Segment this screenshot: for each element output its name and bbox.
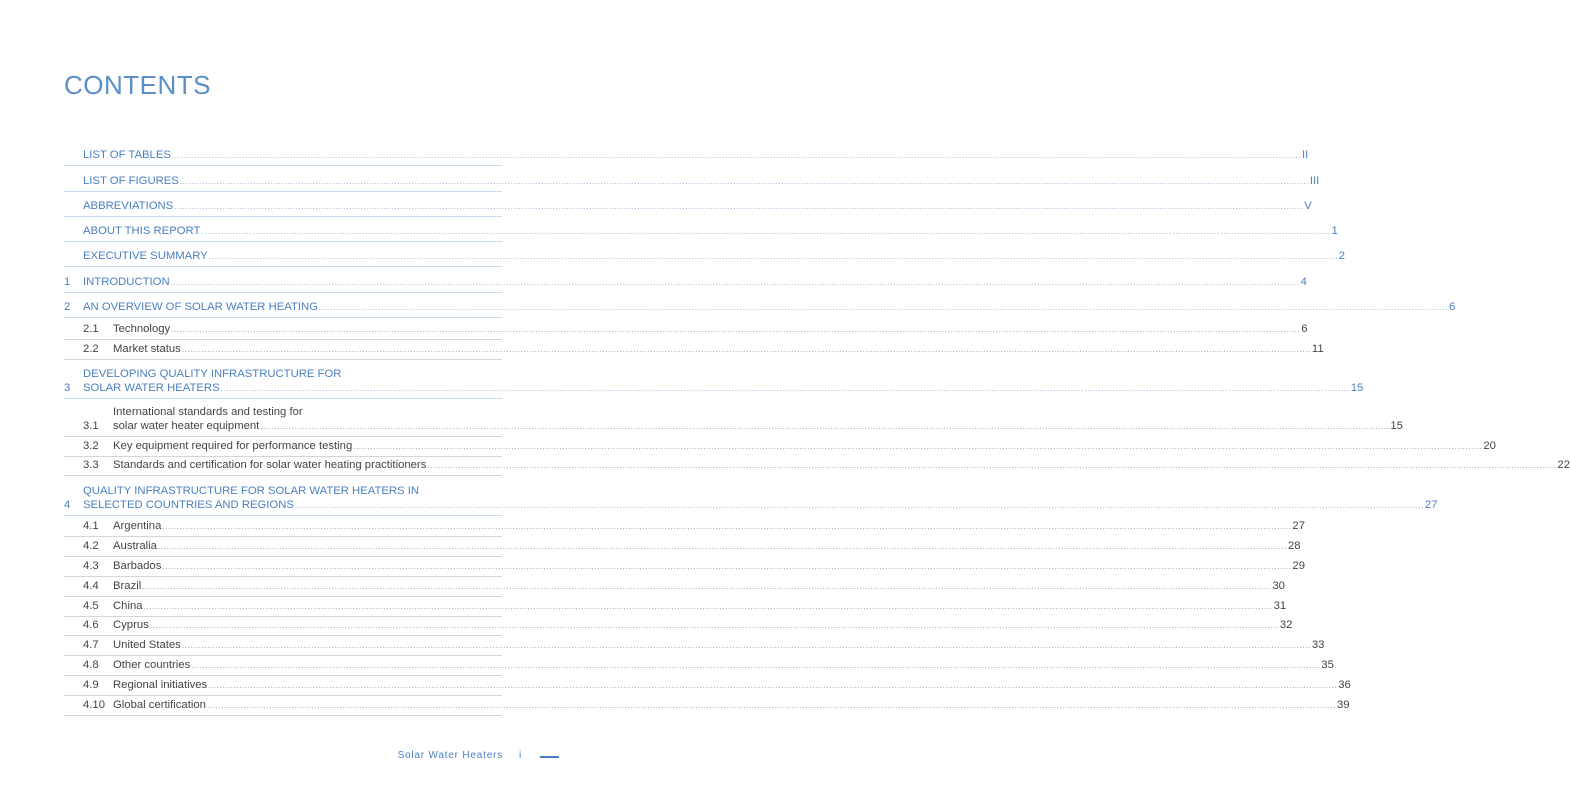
toc-leader-dots: ................................................................................................................................................................................................................................................................................................................................................................................................................	[179, 177, 1309, 186]
toc-entry-label: DEVELOPING QUALITY INFRASTRUCTURE FOR	[83, 368, 342, 380]
toc-entry-number: 4	[64, 499, 71, 511]
toc-entry[interactable]	[64, 298, 1456, 318]
toc-entry-page: 4	[1300, 276, 1307, 288]
toc-entry-page: 6	[1449, 301, 1456, 313]
toc-entry[interactable]	[64, 480, 1438, 516]
toc-leader-dots: ................................................................................................................................................................................................................................................................................................................................................................................................................	[162, 562, 1292, 571]
toc-entry-number: 4.9	[83, 679, 99, 691]
toc-entry-number: 4.5	[83, 600, 99, 612]
toc-entry[interactable]	[64, 340, 1324, 360]
toc-leader-dots: ................................................................................................................................................................................................................................................................................................................................................................................................................	[201, 227, 1331, 236]
toc-leader-dots: ................................................................................................................................................................................................................................................................................................................................................................................................................	[208, 681, 1338, 690]
toc-leader-dots: ................................................................................................................................................................................................................................................................................................................................................................................................................	[171, 325, 1301, 334]
toc-entry-page: 39	[1337, 699, 1350, 711]
page-footer	[0, 750, 559, 766]
toc-entry-page: 22	[1557, 459, 1570, 471]
toc-entry-page: 33	[1311, 639, 1325, 651]
toc-entry-number: 3.2	[83, 440, 99, 452]
toc-leader-dots: ................................................................................................................................................................................................................................................................................................................................................................................................................	[142, 582, 1272, 591]
toc-entry-label: Regional initiatives	[113, 679, 208, 691]
toc-entry-label: Global certification	[113, 699, 206, 711]
toc-entry-page: 15	[1390, 420, 1403, 432]
toc-entry-label: LIST OF FIGURES	[83, 175, 179, 187]
toc-entry-label-continued: SOLAR WATER HEATERS	[83, 382, 220, 394]
toc-entry-label: Barbados	[113, 560, 162, 572]
toc-entry-page: 2	[1338, 250, 1346, 262]
toc-entry-label: Cyprus	[113, 619, 149, 631]
toc-entry-label-continued: solar water heater equipment	[113, 420, 260, 432]
toc-entry-number: 3.3	[83, 459, 99, 471]
toc-entry-number: 4.7	[83, 639, 99, 651]
toc-entry[interactable]	[64, 676, 1351, 696]
footer-page-number: i	[519, 750, 522, 761]
toc-entry-label: INTRODUCTION	[83, 276, 170, 288]
toc-entry[interactable]	[64, 273, 1307, 293]
toc-entry-label: QUALITY INFRASTRUCTURE FOR SOLAR WATER HEATERS IN	[83, 485, 420, 497]
toc-entry-number: 4.3	[83, 560, 99, 572]
footer-rule	[540, 756, 559, 758]
toc-entry-number: 2.2	[83, 343, 99, 355]
toc-entry-page: 36	[1338, 679, 1351, 691]
toc-entry[interactable]	[64, 197, 1312, 217]
toc-leader-dots: ................................................................................................................................................................................................................................................................................................................................................................................................................	[208, 252, 1338, 261]
toc-leader-dots: ................................................................................................................................................................................................................................................................................................................................................................................................................	[170, 278, 1300, 287]
toc-leader-dots: ................................................................................................................................................................................................................................................................................................................................................................................................................	[143, 602, 1273, 611]
toc-entry-label: AN OVERVIEW OF SOLAR WATER HEATING	[83, 301, 318, 313]
toc-entry-page: 20	[1483, 440, 1496, 452]
toc-entry-page: V	[1304, 200, 1312, 212]
toc-entry-number: 2	[64, 301, 71, 313]
toc-entry-label: Argentina	[113, 520, 162, 532]
toc-entry-number: 4.1	[83, 520, 99, 532]
toc-entry-page: III	[1309, 175, 1320, 187]
toc-leader-dots: ................................................................................................................................................................................................................................................................................................................................................................................................................	[353, 442, 1483, 451]
toc-entry-label: LIST OF TABLES	[83, 149, 171, 161]
toc-leader-dots: ................................................................................................................................................................................................................................................................................................................................................................................................................	[220, 384, 1350, 393]
toc-entry-label: Other countries	[113, 659, 191, 671]
toc-entry[interactable]	[64, 696, 1350, 716]
toc-entry-page: 31	[1273, 600, 1287, 612]
toc-entry-page: 27	[1424, 499, 1438, 511]
toc-entry-number: 4.2	[83, 540, 99, 552]
toc-entry[interactable]	[64, 437, 1496, 457]
toc-entry-number: 2.1	[83, 323, 99, 335]
toc-entry-label: Australia	[113, 540, 157, 552]
toc-entry-label: Market status	[113, 343, 181, 355]
toc-entry-page: 11	[1311, 343, 1324, 355]
toc-leader-dots: ................................................................................................................................................................................................................................................................................................................................................................................................................	[294, 501, 1424, 510]
toc-entry-label: International standards and testing for	[113, 406, 303, 418]
toc-entry-label: ABBREVIATIONS	[83, 200, 174, 212]
toc-entry-page: 29	[1292, 560, 1305, 572]
toc-entry-label: United States	[113, 639, 181, 651]
toc-leader-dots: ................................................................................................................................................................................................................................................................................................................................................................................................................	[427, 461, 1557, 470]
toc-leader-dots: ................................................................................................................................................................................................................................................................................................................................................................................................................	[260, 422, 1390, 431]
toc-leader-dots: ................................................................................................................................................................................................................................................................................................................................................................................................................	[171, 151, 1301, 160]
toc-leader-dots: ................................................................................................................................................................................................................................................................................................................................................................................................................	[191, 661, 1321, 670]
toc-entry-label: Key equipment required for performance testing	[113, 440, 353, 452]
toc-entry[interactable]	[64, 656, 1334, 676]
toc-entry-page: 6	[1301, 323, 1308, 335]
toc-leader-dots: ................................................................................................................................................................................................................................................................................................................................................................................................................	[149, 621, 1279, 630]
toc-entry-page: II	[1301, 149, 1309, 161]
page-title: CONTENTS	[64, 70, 211, 100]
toc-entry[interactable]	[64, 616, 1293, 636]
toc-entry[interactable]	[64, 537, 1301, 557]
toc-entry[interactable]	[64, 247, 1346, 267]
toc-entry-page: 32	[1279, 619, 1293, 631]
toc-entry-page: 27	[1292, 520, 1305, 532]
toc-entry[interactable]	[64, 172, 1320, 192]
toc-entry-label-continued: SELECTED COUNTRIES AND REGIONS	[83, 499, 294, 511]
toc-entry-number: 4.4	[83, 580, 99, 592]
toc-entry[interactable]	[64, 401, 1403, 437]
toc-entry-page: 1	[1331, 225, 1338, 237]
toc-entry-page: 35	[1321, 659, 1334, 671]
toc-leader-dots: ................................................................................................................................................................................................................................................................................................................................................................................................................	[318, 303, 1449, 312]
toc-entry-label: EXECUTIVE SUMMARY	[83, 250, 208, 262]
toc-entry-number: 4.6	[83, 619, 99, 631]
toc-entry-page: 28	[1288, 540, 1301, 552]
toc-entry-label: Standards and certification for solar water heating practitioners	[113, 459, 427, 471]
toc-leader-dots: ................................................................................................................................................................................................................................................................................................................................................................................................................	[174, 202, 1304, 211]
toc-entry[interactable]	[64, 146, 1309, 166]
toc-entry-page: 15	[1350, 382, 1364, 394]
toc-entry-number: 1	[64, 276, 71, 288]
toc-entry-page: 30	[1272, 580, 1285, 592]
toc-entry-number: 4.10	[83, 699, 105, 711]
toc-entry[interactable]	[64, 577, 1285, 597]
toc-entry[interactable]	[64, 363, 1364, 399]
toc-entry[interactable]	[64, 517, 1305, 537]
toc-entry[interactable]	[64, 597, 1287, 617]
toc-entry-number: 4.8	[83, 659, 99, 671]
toc-leader-dots: ................................................................................................................................................................................................................................................................................................................................................................................................................	[162, 522, 1292, 531]
toc-entry-label: Brazil	[113, 580, 142, 592]
toc-entry[interactable]	[64, 320, 1308, 340]
toc-leader-dots: ................................................................................................................................................................................................................................................................................................................................................................................................................	[157, 542, 1288, 551]
toc-entry[interactable]	[64, 557, 1305, 577]
toc-entry-number: 3	[64, 382, 71, 394]
toc-entry-number: 3.1	[83, 420, 99, 432]
toc-leader-dots: ................................................................................................................................................................................................................................................................................................................................................................................................................	[181, 641, 1311, 650]
toc-leader-dots: ................................................................................................................................................................................................................................................................................................................................................................................................................	[206, 701, 1336, 710]
footer-title: Solar Water Heaters	[397, 750, 503, 761]
toc-entry-label: ABOUT THIS REPORT	[83, 225, 201, 237]
toc-entry-label: China	[113, 600, 143, 612]
toc-leader-dots: ................................................................................................................................................................................................................................................................................................................................................................................................................	[181, 345, 1311, 354]
toc-entry[interactable]	[64, 636, 1325, 656]
toc-entry[interactable]	[64, 456, 1570, 476]
toc-entry-label: Technology	[113, 323, 171, 335]
toc-entry[interactable]	[64, 222, 1338, 242]
